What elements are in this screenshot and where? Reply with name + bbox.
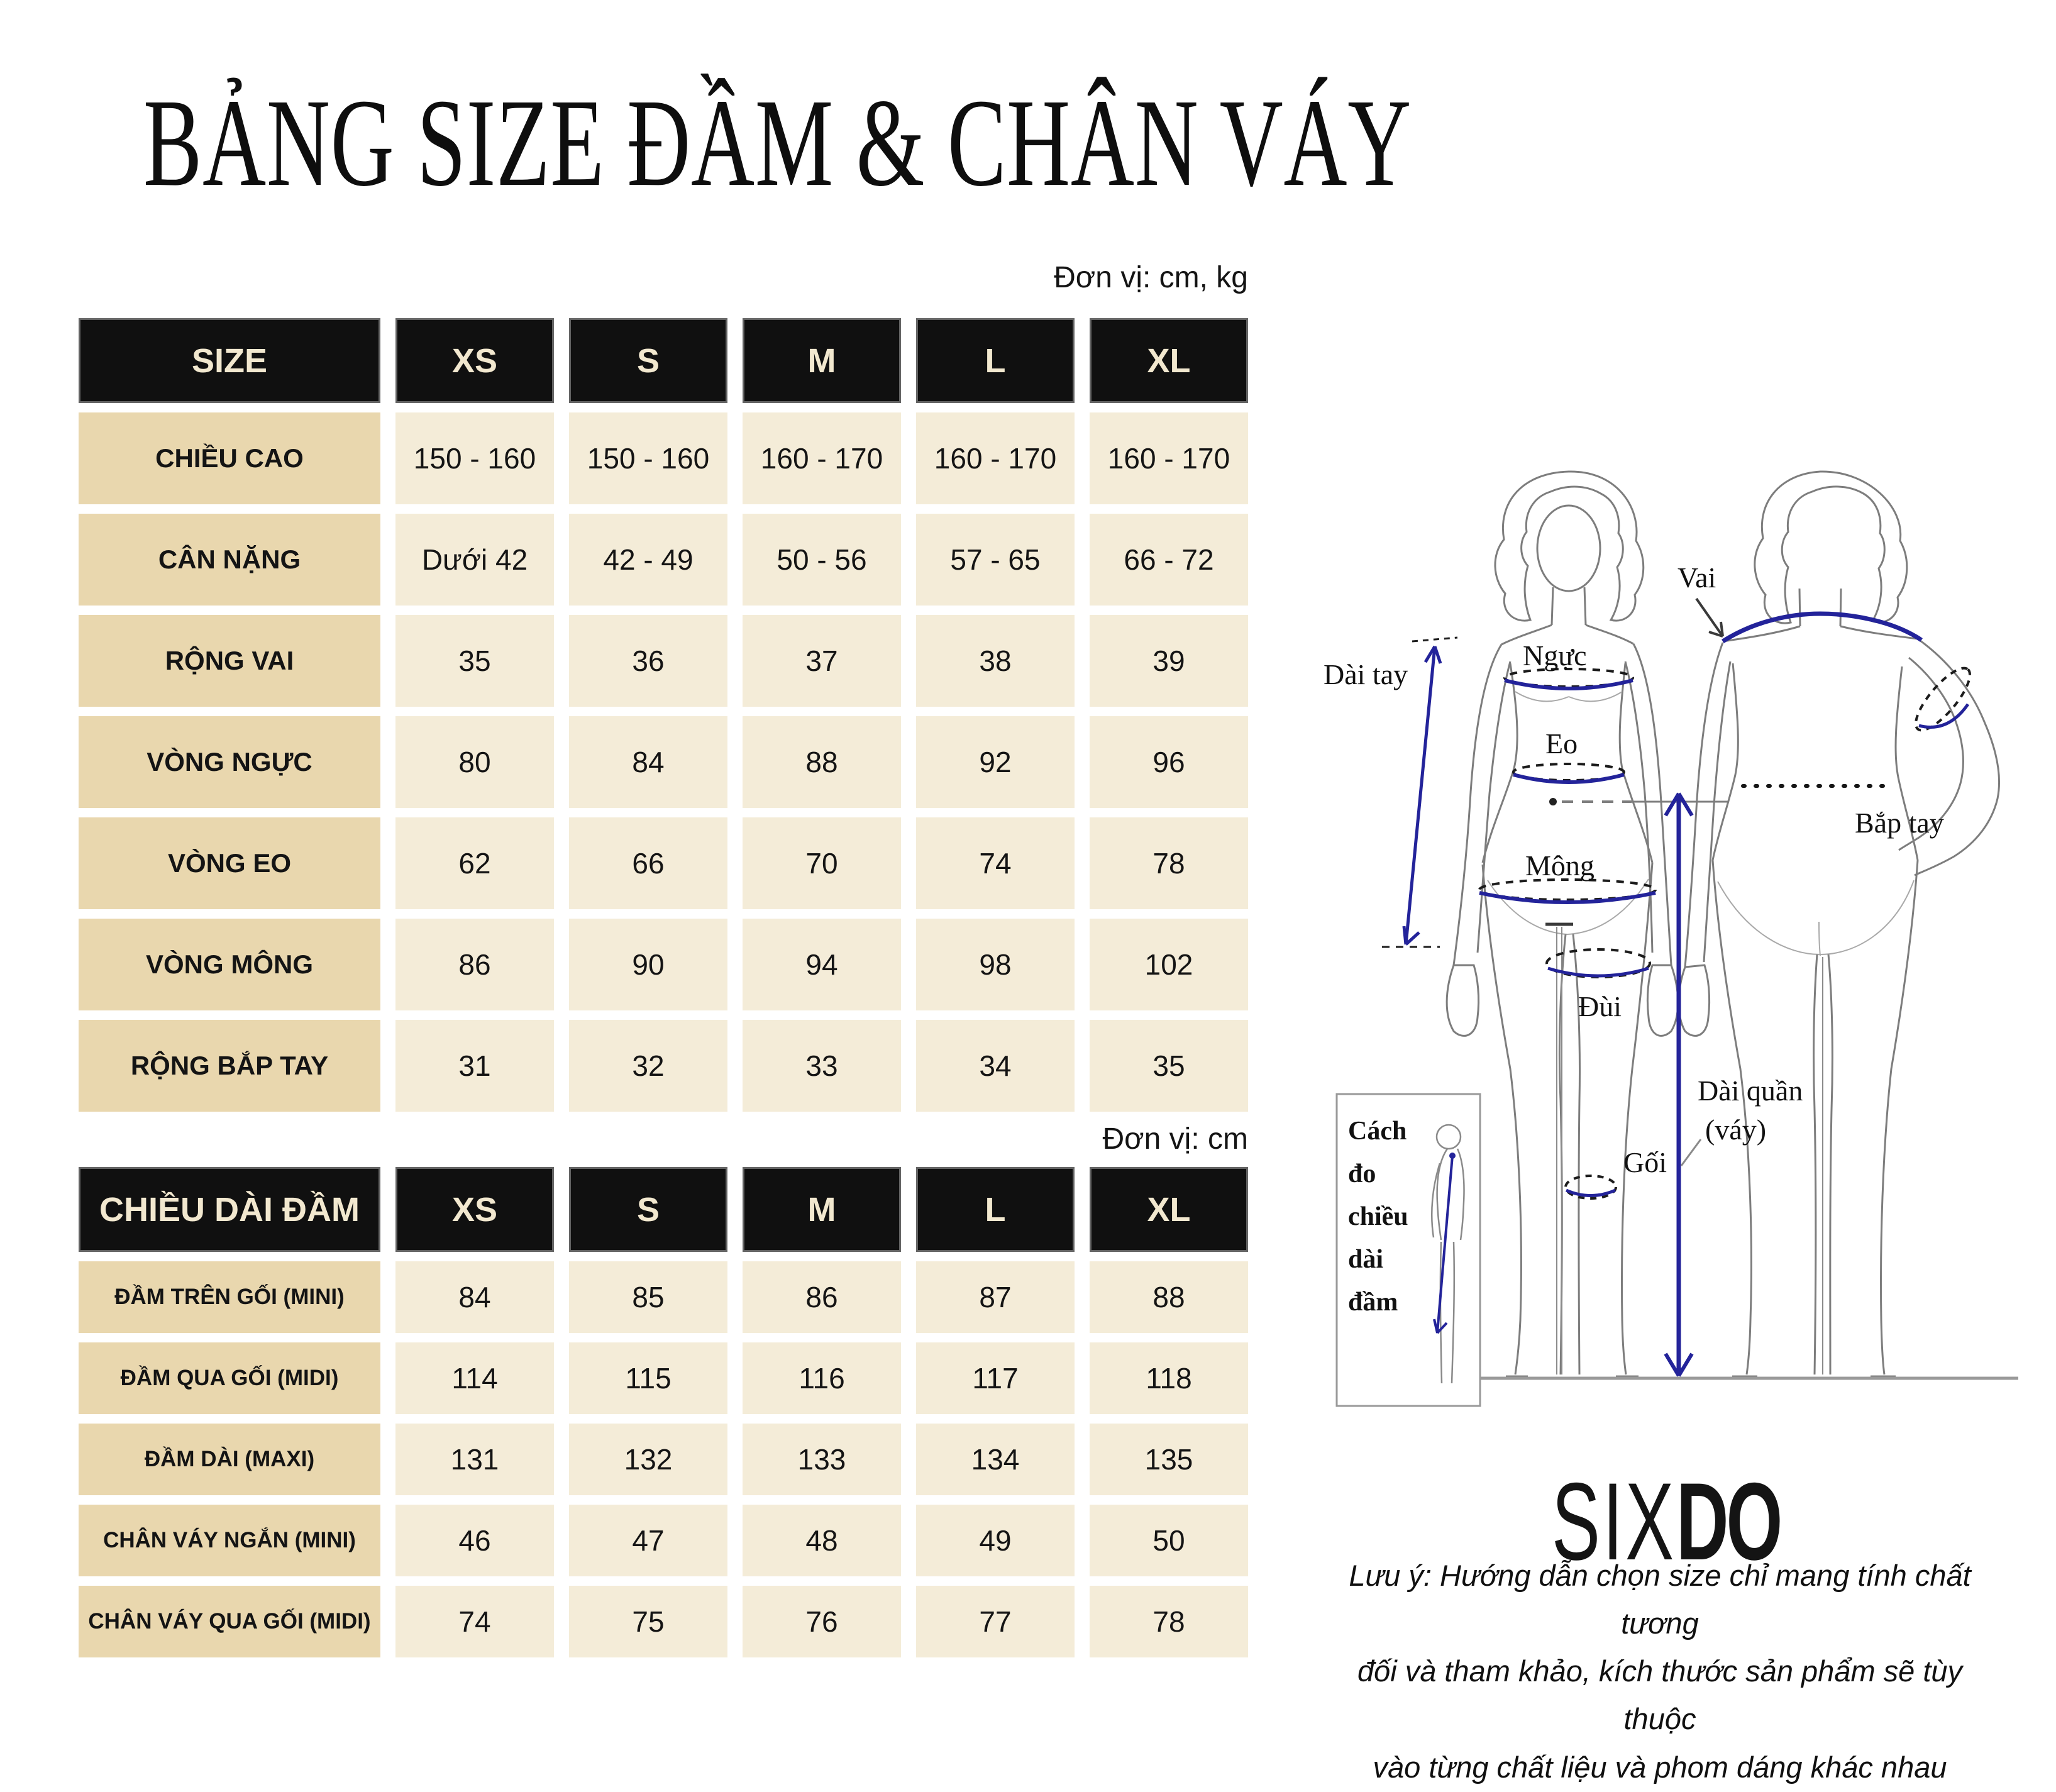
length-table-unit-label: Đơn vị: cm	[1102, 1122, 1248, 1156]
table-cell: 150 - 160	[395, 412, 554, 504]
row-label-shoulder: RỘNG VAI	[79, 615, 380, 707]
row-label-waist: VÒNG EO	[79, 817, 380, 909]
size-table-header-l: L	[916, 318, 1075, 403]
table-cell: 86	[395, 919, 554, 1010]
body-measurement-diagram	[1289, 377, 2056, 1446]
table-cell: 57 - 65	[916, 514, 1075, 606]
skirt-length-label-2: (váy)	[1705, 1114, 1767, 1146]
table-cell: 78	[1090, 817, 1248, 909]
knee-label: Gối	[1623, 1146, 1667, 1178]
back-figure	[1679, 472, 1999, 1376]
length-table-header-xl: XL	[1090, 1167, 1248, 1252]
table-cell: 47	[569, 1505, 727, 1576]
table-cell: 85	[569, 1261, 727, 1333]
measure-box-line: đầm	[1348, 1288, 1398, 1317]
table-cell: 96	[1090, 716, 1248, 808]
row-label-midi-dress: ĐẦM QUA GỐI (MIDI)	[79, 1342, 380, 1414]
size-table-header-xs: XS	[395, 318, 554, 403]
row-label-maxi-dress: ĐẦM DÀI (MAXI)	[79, 1424, 380, 1495]
table-cell: 62	[395, 817, 554, 909]
table-cell: 116	[743, 1342, 901, 1414]
front-figure	[1447, 472, 1678, 1376]
table-cell: 90	[569, 919, 727, 1010]
table-cell: 46	[395, 1505, 554, 1576]
logo-do: DO	[1676, 1461, 1781, 1583]
table-cell: 115	[569, 1342, 727, 1414]
upper-arm-label: Bắp tay	[1855, 807, 1944, 839]
table-cell: 36	[569, 615, 727, 707]
table-cell: 38	[916, 615, 1075, 707]
table-cell: 118	[1090, 1342, 1248, 1414]
length-table-header-l: L	[916, 1167, 1075, 1252]
table-cell: 80	[395, 716, 554, 808]
table-cell: 33	[743, 1020, 901, 1112]
table-cell: 66	[569, 817, 727, 909]
measure-box-line: dài	[1348, 1245, 1384, 1274]
table-cell: 35	[1090, 1020, 1248, 1112]
table-cell: 87	[916, 1261, 1075, 1333]
length-table-header-s: S	[569, 1167, 727, 1252]
arm-length-label: Dài tay	[1324, 658, 1408, 690]
dress-length-table	[79, 1167, 1248, 1657]
thigh-label: Đùi	[1578, 990, 1622, 1022]
row-label-height: CHIỀU CAO	[79, 412, 380, 504]
table-cell: 75	[569, 1586, 727, 1657]
logo-six: SIX	[1552, 1461, 1677, 1583]
row-label-midi-skirt: CHÂN VÁY QUA GỐI (MIDI)	[79, 1586, 380, 1657]
table-cell: 35	[395, 615, 554, 707]
table-cell: 32	[569, 1020, 727, 1112]
note-line: đối và tham khảo, kích thước sản phẩm sẽ tùy thuộc	[1357, 1654, 1963, 1736]
table-cell: 117	[916, 1342, 1075, 1414]
row-label-mini-skirt: CHÂN VÁY NGẮN (MINI)	[79, 1505, 380, 1576]
table-cell: 134	[916, 1424, 1075, 1495]
size-table-unit-label: Đơn vị: cm, kg	[1054, 261, 1248, 294]
size-table-header-size: SIZE	[79, 318, 380, 403]
table-cell: 160 - 170	[916, 412, 1075, 504]
table-cell: 48	[743, 1505, 901, 1576]
table-cell: 78	[1090, 1586, 1248, 1657]
row-label-hip: VÒNG MÔNG	[79, 919, 380, 1010]
waist-label: Eo	[1545, 727, 1578, 760]
table-cell: 160 - 170	[1090, 412, 1248, 504]
row-label-upper-arm: RỘNG BẮP TAY	[79, 1020, 380, 1112]
table-cell: 66 - 72	[1090, 514, 1248, 606]
table-cell: 133	[743, 1424, 901, 1495]
table-cell: 86	[743, 1261, 901, 1333]
table-cell: 42 - 49	[569, 514, 727, 606]
table-cell: 131	[395, 1424, 554, 1495]
measure-box-line: Cách	[1348, 1117, 1407, 1146]
measure-box-line: đo	[1348, 1159, 1376, 1188]
size-table-header-xl: XL	[1090, 318, 1248, 403]
table-cell: 92	[916, 716, 1075, 808]
table-cell: 84	[569, 716, 727, 808]
hip-label: Mông	[1525, 849, 1595, 882]
table-cell: 77	[916, 1586, 1075, 1657]
size-table	[79, 318, 1248, 1112]
diagram-labels	[1324, 561, 1944, 1178]
length-table-header-xs: XS	[395, 1167, 554, 1252]
table-cell: 39	[1090, 615, 1248, 707]
table-cell: 84	[395, 1261, 554, 1333]
table-cell: 94	[743, 919, 901, 1010]
note-line: vào từng chất liệu và phom dáng khác nhau	[1373, 1750, 1947, 1784]
size-table-header-s: S	[569, 318, 727, 403]
measure-box-line: chiều	[1348, 1202, 1408, 1231]
table-cell: 31	[395, 1020, 554, 1112]
skirt-length-label: Dài quần	[1698, 1075, 1803, 1107]
table-cell: 34	[916, 1020, 1075, 1112]
page-title: BẢNG SIZE ĐẦM & CHÂN VÁY	[143, 74, 1412, 213]
table-cell: 102	[1090, 919, 1248, 1010]
table-cell: 74	[916, 817, 1075, 909]
chest-label: Ngực	[1523, 639, 1587, 672]
dress-length-measure-box	[1337, 1094, 1480, 1406]
table-cell: 132	[569, 1424, 727, 1495]
table-cell: 70	[743, 817, 901, 909]
length-table-header-title: CHIỀU DÀI ĐẦM	[79, 1167, 380, 1252]
table-cell: 160 - 170	[743, 412, 901, 504]
table-cell: 74	[395, 1586, 554, 1657]
size-table-header-m: M	[743, 318, 901, 403]
table-cell: 114	[395, 1342, 554, 1414]
row-label-weight: CÂN NẶNG	[79, 514, 380, 606]
note-line: Lưu ý: Hướng dẫn chọn size chỉ mang tính chất tương	[1349, 1559, 1971, 1640]
table-cell: 98	[916, 919, 1075, 1010]
table-cell: 76	[743, 1586, 901, 1657]
table-cell: 49	[916, 1505, 1075, 1576]
shoulder-label: Vai	[1677, 561, 1716, 594]
table-cell: 88	[1090, 1261, 1248, 1333]
table-cell: 88	[743, 716, 901, 808]
table-cell: Dưới 42	[395, 514, 554, 606]
table-cell: 37	[743, 615, 901, 707]
row-label-bust: VÒNG NGỰC	[79, 716, 380, 808]
length-table-header-m: M	[743, 1167, 901, 1252]
table-cell: 50 - 56	[743, 514, 901, 606]
table-cell: 150 - 160	[569, 412, 727, 504]
note-text	[1320, 1552, 1999, 1791]
table-cell: 135	[1090, 1424, 1248, 1495]
row-label-mini-dress: ĐẦM TRÊN GỐI (MINI)	[79, 1261, 380, 1333]
table-cell: 50	[1090, 1505, 1248, 1576]
